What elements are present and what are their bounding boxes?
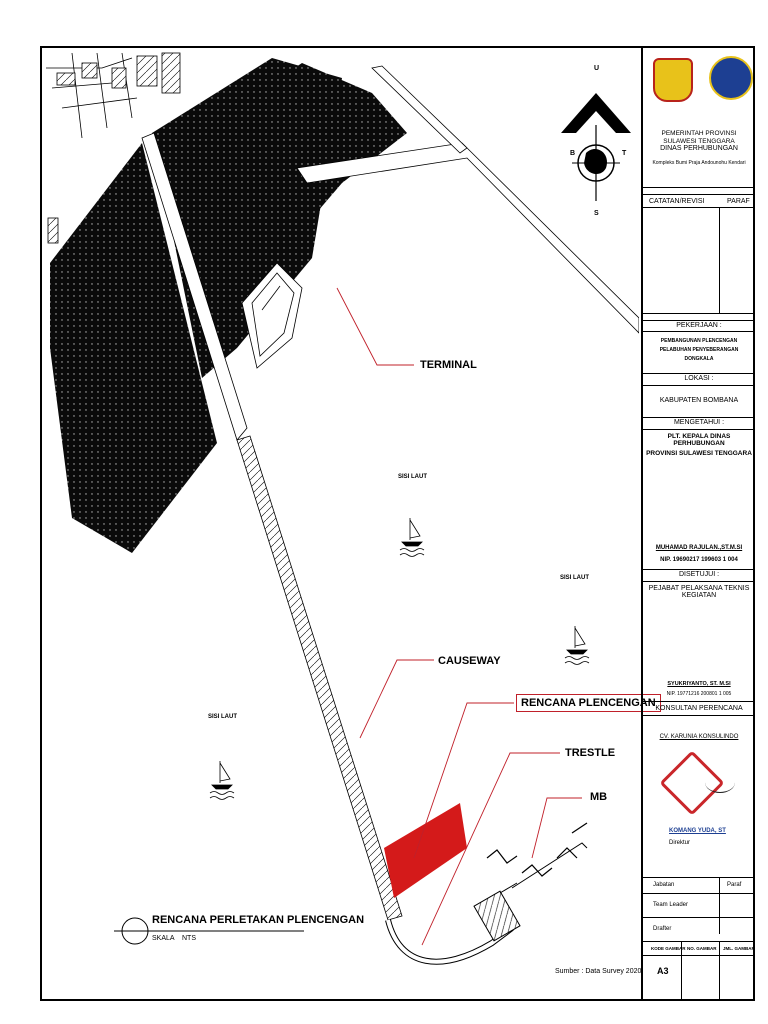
label-terminal: TERMINAL: [420, 359, 477, 371]
pekerjaan-line1: PEMBANGUNAN PLENCENGAN: [660, 338, 738, 344]
jabatan-label: Jabatan: [653, 882, 675, 888]
disetujui-line2: KEGIATAN: [681, 592, 717, 599]
tb-lokasi-header: LOKASI :: [643, 374, 755, 386]
mengetahui-line2: PROVINSI SULAWESI TENGGARA: [646, 450, 752, 457]
legend-skala-value: NTS: [182, 935, 196, 942]
sea-symbol-3: [210, 761, 234, 800]
pekerjaan-line3: DONGKALA: [684, 356, 714, 362]
pptk-name: SYUKRIYANTO, ST. M.SI: [667, 681, 731, 687]
label-rencana-plencengan: RENCANA PLENCENGAN: [516, 694, 661, 712]
kode-gambar-value: A3: [657, 966, 669, 976]
team-leader-label: Team Leader: [653, 902, 689, 908]
causeway-road: [237, 436, 402, 920]
tb-lokasi-value: KABUPATEN BOMBANA: [643, 386, 755, 418]
agency-line2: DINAS PERHUBUNGAN: [660, 145, 738, 152]
agency-line1: PEMERINTAH PROVINSI SULAWESI TENGGARA: [661, 130, 737, 145]
legend-title: RENCANA PERLETAKAN PLENCENGAN: [152, 914, 365, 926]
tb-jabatan-row: [643, 878, 755, 894]
title-block: [641, 48, 753, 999]
pptk-nip: NIP. 19771216 200801 1 005: [666, 691, 732, 697]
compass-rose: [561, 93, 631, 201]
director-signature: [705, 772, 735, 793]
disetujui-line1: PEJABAT PELAKSANA TEKNIS: [648, 585, 750, 592]
tb-drafter-row: [643, 918, 755, 942]
agency-line3: Kompleks Bumi Praja Andounohu Kendari: [652, 160, 746, 166]
tb-disetujui-header: DISETUJUI :: [643, 570, 755, 582]
paraf2-label: Paraf: [727, 882, 742, 888]
tb-kode-row: [643, 942, 755, 956]
tb-konsultan-body: [643, 716, 755, 878]
pier-structure: [474, 843, 587, 941]
compass-south: S: [594, 210, 599, 217]
site-plan-drawing: [42, 48, 642, 999]
konsultan-company: CV. KARUNIA KONSULINDO: [659, 734, 739, 740]
agency-logo-right: [709, 56, 753, 100]
label-sisi-laut-2: SISI LAUT: [560, 575, 590, 581]
no-gambar-label: NO. GAMBAR: [687, 946, 717, 951]
compass-west: B: [570, 150, 576, 157]
label-sisi-laut-3: SISI LAUT: [208, 714, 238, 720]
legend-skala-label: SKALA: [152, 935, 175, 942]
jml-gambar-label: JML. GAMBAR: [723, 946, 755, 951]
label-sisi-laut-1: SISI LAUT: [398, 474, 428, 480]
kepala-name: MUHAMAD RAJULAN.,ST.M.SI: [655, 545, 743, 551]
source-note: Sumber : Data Survey 2020: [555, 968, 642, 975]
mengetahui-line1: PLT. KEPALA DINAS PERHUBUNGAN: [667, 433, 731, 447]
label-trestle: TRESTLE: [565, 747, 616, 759]
compass-north: U: [594, 65, 600, 72]
drafter-label: Drafter: [653, 926, 672, 932]
tb-disetujui-body: [643, 582, 755, 702]
tb-pekerjaan-header: PEKERJAAN :: [643, 320, 755, 332]
compass-east: T: [622, 150, 627, 157]
tb-mengetahui-header: MENGETAHUI :: [643, 418, 755, 430]
tb-kode-value-row: [643, 956, 755, 999]
director-name: KOMANG YUDA, ST: [669, 828, 726, 834]
tb-catatan-header: [643, 194, 755, 208]
kepala-nip: NIP. 19690217 199603 1 004: [660, 557, 738, 563]
pekerjaan-line2: PELABUHAN PENYEBERANGAN: [659, 347, 739, 353]
sea-symbol-1: [400, 518, 424, 557]
tb-pekerjaan-body: [643, 332, 755, 374]
agency-logo-left: [653, 58, 693, 102]
tb-agency-section: [643, 48, 755, 188]
tb-mengetahui-body: [643, 430, 755, 570]
tb-catatan-body: [643, 208, 755, 314]
catatan-label: CATATAN/REVISI: [649, 198, 705, 205]
tb-konsultan-header: KONSULTAN PERENCANA: [643, 702, 755, 716]
label-causeway: CAUSEWAY: [438, 655, 501, 667]
proposed-plencengan-area: [384, 803, 467, 898]
paraf-label: PARAF: [727, 198, 750, 205]
label-mb: MB: [590, 791, 608, 803]
kode-gambar-label: KODE GAMBAR: [651, 946, 686, 951]
tb-team-leader-row: [643, 894, 755, 918]
director-title: Direktur: [669, 840, 691, 846]
sea-symbol-2: [565, 626, 589, 665]
